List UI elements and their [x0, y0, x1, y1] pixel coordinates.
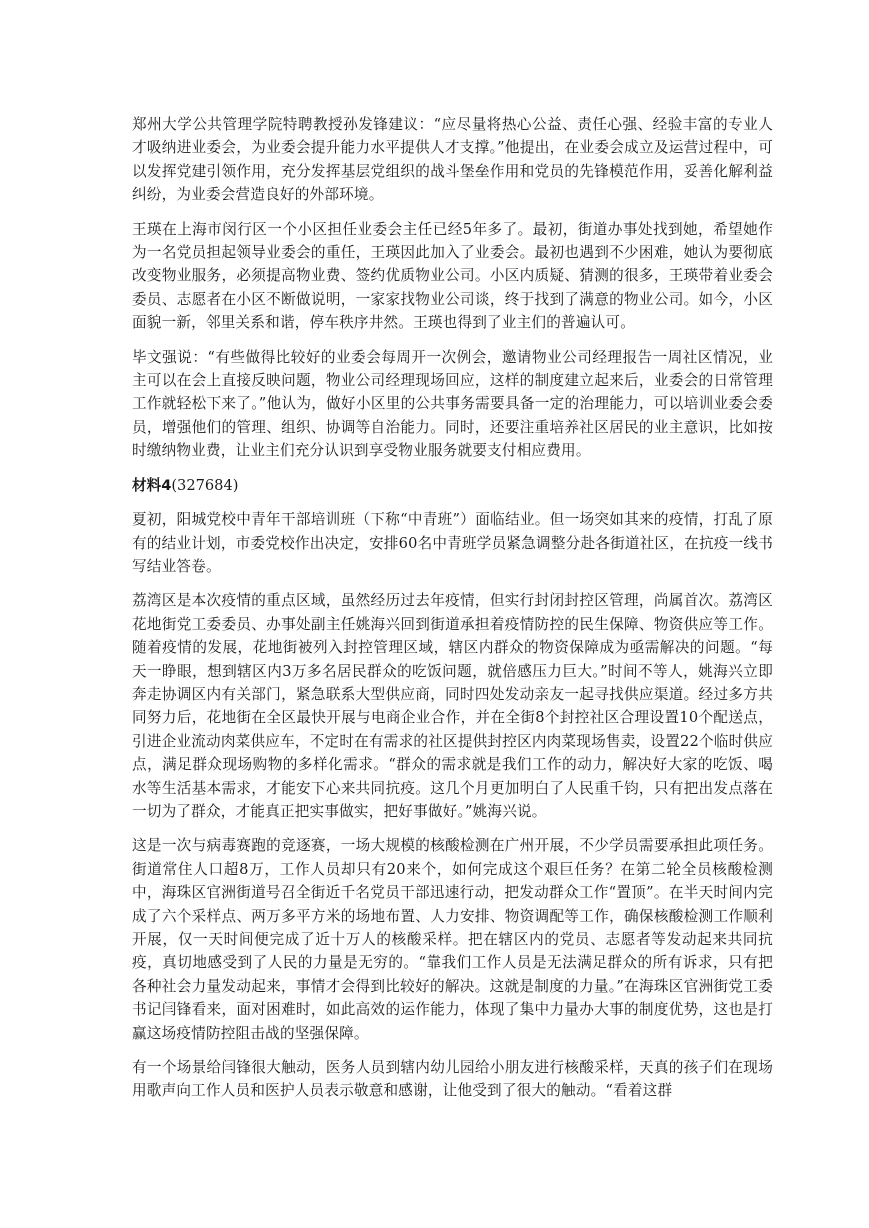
- section-heading-code: (327684): [171, 476, 239, 494]
- paragraph-summer-training: 夏初，阳城党校中青年干部培训班（下称“中青班”）面临结业。但一场突如其来的疫情，打乱了原有的结业计划，市委党校作出决定，安排60名中青班学员紧急调整分赴各街道社区，在抗疫一线书写结业答卷。: [132, 511, 773, 575]
- paragraph-kindergarten-scene: 有一个场景给闫锋很大触动，医务人员到辖内幼儿园给小朋友进行核酸采样，天真的孩子们在现场用歌声向工作人员和医护人员表示敬意和感谢，让他受到了很大的触动。“看着这群: [132, 1059, 773, 1100]
- paragraph-liwan-district: 荔湾区是本次疫情的重点区域，虽然经历过去年疫情，但实行封闭封控区管理，尚属首次。荔湾区花地街党工委委员、办事处副主任姚海兴回到街道承担着疫情防控的民生保障、物资供应等工作。随着疫情的发展，花地街被列入封控管理区域，辖区内群众的物资保障成为亟需解决的问题。“每天一睁眼，想到辖区内3万多名居民群众的吃饭问题，就倍感压力巨大。”时间不等人，姚海兴立即奔走协调区内有关部门，紧急联系大型供应商，同时四处发动亲友一起寻找供应渠道。经过多方共同努力后，花地街在全区最快开展与电商企业合作，并在全街8个封控社区合理设置10个配送点，引进企业流动肉菜供应车，不定时在有需求的社区提供封控区内肉菜现场售卖，设置22个临时供应点，满足群众现场购物的多样化需求。“群众的需求就是我们工作的动力，解决好大家的吃饭、喝水等生活基本需求，才能安下心来共同抗疫。这几个月更加明白了人民重千钧，只有把出发点落在一切为了群众，才能真正把实事做实，把好事做好。”姚海兴说。: [132, 592, 773, 820]
- section-heading: [132, 474, 773, 497]
- paragraph-bi-wenqiang: 毕文强说：“有些做得比较好的业委会每周开一次例会，邀请物业公司经理报告一周社区情况，业主可以在会上直接反映问题，物业公司经理现场回应，这样的制度建立起来后，业委会的日常管理工作就轻松下来了。”他认为，做好小区里的公共事务需要具备一定的治理能力，可以培训业委会委员，增强他们的管理、组织、协调等自治能力。同时，还要注重培养社区居民的业主意识，比如按时缴纳物业费，让业主们充分认识到享受物业服务就要支付相应费用。: [132, 348, 773, 460]
- section-heading-label: 材料4: [132, 476, 172, 494]
- paragraph-sun-faxiang: 郑州大学公共管理学院特聘教授孙发锋建议：“应尽量将热心公益、责任心强、经验丰富的专业人才吸纳进业委会，为业委会提升能力水平提供人才支撑。”他提出，在业委会成立及运营过程中，可以发挥党建引领作用，充分发挥基层党组织的战斗堡垒作用和党员的先锋模范作用，妥善化解利益纠纷，为业委会营造良好的外部环境。: [132, 116, 773, 204]
- paragraph-wang-ying: 王瑛在上海市闵行区一个小区担任业委会主任已经5年多了。最初，街道办事处找到她，希望她作为一名党员担起领导业委会的重任，王瑛因此加入了业委会。最初也遇到不少困难，她认为要彻底改变物业服务，必须提高物业费、签约优质物业公司。小区内质疑、猜测的很多，王瑛带着业委会委员、志愿者在小区不断做说明，一家家找物业公司谈，终于找到了满意的物业公司。如今，小区面貌一新，邻里关系和谐，停车秩序井然。王瑛也得到了业主们的普遍认可。: [132, 220, 773, 332]
- paragraph-nucleic-testing: 这是一次与病毒赛跑的竞逐赛，一场大规模的核酸检测在广州开展，不少学员需要承担此项任务。街道常住人口超8万，工作人员却只有20来个，如何完成这个艰巨任务？在第二轮全员核酸检测中，海珠区官洲街道号召全街近千名党员干部迅速行动，把发动群众工作“置顶”。在半天时间内完成了六个采样点、两万多平方米的场地布置、人力安排、物资调配等工作，确保核酸检测工作顺利开展，仅一天时间便完成了近十万人的核酸采样。把在辖区内的党员、志愿者等发动起来共同抗疫，真切地感受到了人民的力量是无穷的。“靠我们工作人员是无法满足群众的所有诉求，只有把各种社会力量发动起来，事情才会得到比较好的解决。这就是制度的力量。”在海珠区官洲街党工委书记闫锋看来，面对困难时，如此高效的运作能力，体现了集中力量办大事的制度优势，这也是打赢这场疫情防控阻击战的坚强保障。: [132, 837, 773, 1042]
